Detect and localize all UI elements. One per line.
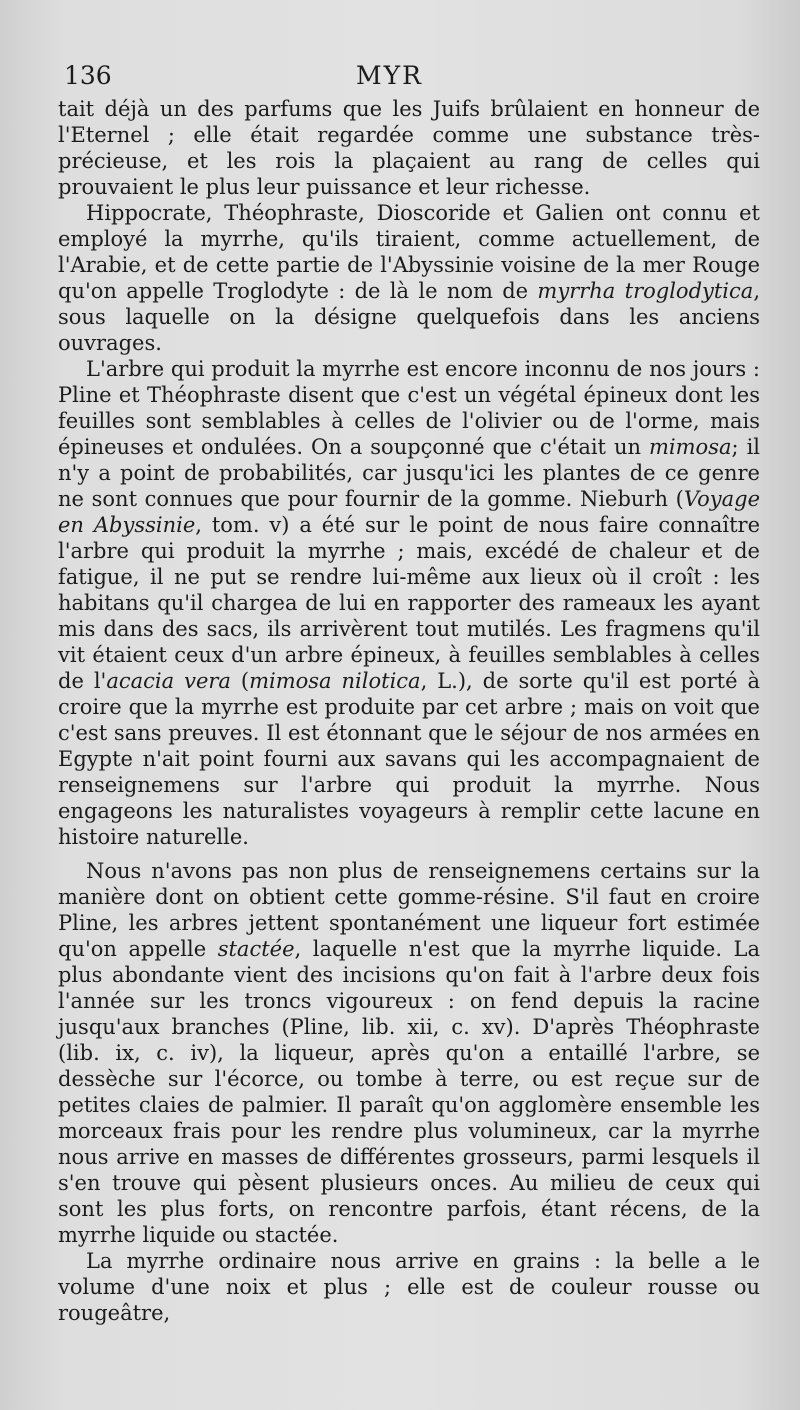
text-run: ; il n'y a point de probabilités, car jusqu'ici les plantes de ce genre ne sont connues que pour fournir de la gomme. Nieburh ( <box>58 435 760 511</box>
italic-term: mimosa nilotica <box>249 669 421 693</box>
italic-term: acacia vera <box>106 669 231 693</box>
paragraph-ordinary-myrrh <box>58 1248 760 1326</box>
italic-term: stactée <box>217 937 295 961</box>
page-number: 136 <box>64 61 112 90</box>
text-run: Hippocrate, Théophraste, Dioscoride et Galien ont connu et employé la myrrhe, qu'ils tiraient, comme actuellement, de l'Arabie, et de cette partie de l'Abyssinie voisine de la mer Rouge qu'on appelle Troglodyte : de là le nom de <box>58 201 760 303</box>
paragraph-tree-unknown <box>58 356 760 850</box>
main-text <box>58 96 760 1326</box>
italic-term: myrrha troglodytica <box>537 279 754 303</box>
text-run: Nous n'avons pas non plus de renseignemens certains sur la manière dont on obtient cette gomme-résine. S'il faut en croire Pline, les arbres jettent spontanément une liqueur fort estimée qu'on appelle <box>58 859 760 961</box>
paragraph-continuation: tait déjà un des parfums que les Juifs brûlaient en honneur de l'Eternel ; elle était regardée comme une substance très-précieuse, et les rois la plaçaient au rang de celles qui prouvaient le plus leur puissance et leur richesse. <box>58 97 760 199</box>
text-run: , laquelle n'est que la myrrhe liquide. La plus abondante vient des incisions qu'on fait à l'arbre deux fois l'année sur les troncs vigoureux : on fend depuis la racine jusqu'aux branches (Pline, lib. xii, c. xv). D'après Théophraste (lib. ix, c. iv), la liqueur, après qu'on a entaillé l'arbre, se dessèche sur l'écorce, ou tombe à terre, ou est reçue sur de petites claies de palmier. Il paraît qu'on agglomère ensemble les morceaux frais pour les rendre plus volumineux, car la myrrhe nous arrive en masses de différentes grosseurs, parmi lesquels il s'en trouve qui pèsent plusieurs onces. Au milieu de ceux qui sont les plus forts, on rencontre parfois, étant récens, de la myrrhe liquide ou stactée. <box>58 937 761 1247</box>
text-run: L'arbre qui produit la myrrhe est encore inconnu de nos jours : Pline et Théophraste disent que c'est un végétal épineux dont les feuilles sont semblables à celles de l'olivier ou de l'orme, mais épineuses et ondulées. On a soupçonné que c'était un <box>58 357 760 459</box>
running-head: MYR <box>356 61 423 90</box>
page-header <box>58 56 760 96</box>
paragraph-harvest <box>58 858 760 1248</box>
italic-title: Voyage en Abyssinie <box>58 487 760 537</box>
paragraph-ancient-authors <box>58 200 760 356</box>
text-run: La myrrhe ordinaire nous arrive en grains : la belle a le volume d'une noix et plus ; elle est de couleur rousse ou rougeâtre, <box>58 1249 760 1325</box>
text-run: ( <box>230 669 250 693</box>
paragraph-gap <box>58 850 760 858</box>
text-run: , tom. v) a été sur le point de nous faire connaître l'arbre qui produit la myrrhe ; mais, excédé de chaleur et de fatigue, il ne put se rendre lui-même aux lieux où il croît : les habitans qu'il chargea de lui en rapporter des rameaux les ayant mis dans des sacs, ils arrivèrent tout mutilés. Les fragmens qu'il vit étaient ceux d'un arbre épineux, à feuilles semblables à celles de l' <box>58 513 760 693</box>
text-run: , L.), de sorte qu'il est porté à croire que la myrrhe est produite par cet arbre ; mais on voit que c'est sans preuves. Il est étonnant que le séjour de nos armées en Egypte n'ait point fourni aux savans qui les accompagnaient de renseignemens sur l'arbre qui produit la myrrhe. Nous engageons les naturalistes voyageurs à remplir cette lacune en histoire naturelle. <box>58 669 760 849</box>
italic-term: mimosa <box>649 435 732 459</box>
text-run: , sous laquelle on la désigne quelquefois dans les anciens ouvrages. <box>58 279 760 355</box>
